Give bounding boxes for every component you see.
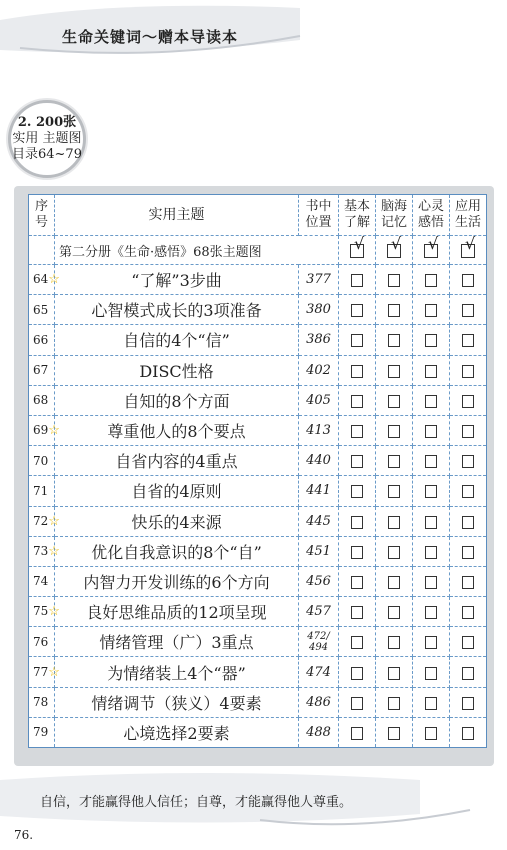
- row-index: [29, 415, 60, 445]
- check-cell[interactable]: [450, 415, 487, 445]
- checkbox-icon[interactable]: [388, 546, 400, 559]
- star-icon: ☆: [48, 604, 60, 620]
- check-cell[interactable]: [339, 325, 376, 355]
- check-cell[interactable]: [376, 627, 413, 657]
- checkbox-icon[interactable]: [351, 455, 363, 468]
- checkbox-icon[interactable]: [388, 395, 400, 408]
- check-cell[interactable]: [339, 295, 376, 325]
- check-mark: √: [465, 234, 476, 253]
- checkbox-icon[interactable]: [388, 274, 400, 287]
- row-index: [29, 325, 55, 355]
- checkbox-checked-icon[interactable]: [424, 234, 439, 258]
- check-cell[interactable]: [339, 506, 376, 536]
- row-topic: 内智力开发训练的6个方向: [55, 566, 299, 596]
- checkbox-icon[interactable]: [462, 606, 474, 619]
- col-c2-header: [376, 195, 413, 236]
- check-cell[interactable]: [450, 687, 487, 717]
- row-number: 70: [33, 453, 49, 468]
- check-cell[interactable]: [413, 717, 450, 747]
- page-number: 76.: [14, 828, 34, 842]
- check-cell[interactable]: [450, 295, 487, 325]
- row-page: 441: [299, 476, 339, 506]
- checkbox-icon[interactable]: [462, 576, 474, 589]
- row-number: 69: [33, 423, 49, 438]
- checkbox-icon[interactable]: [351, 304, 363, 317]
- checkbox-icon[interactable]: [462, 636, 474, 649]
- check-cell[interactable]: [450, 597, 487, 627]
- checkbox-icon[interactable]: [425, 636, 437, 649]
- checkbox-icon[interactable]: [425, 516, 437, 529]
- checkbox-icon[interactable]: [462, 304, 474, 317]
- check-cell[interactable]: [376, 476, 413, 506]
- check-cell[interactable]: [339, 355, 376, 385]
- subtitle-idx-cell: [29, 236, 55, 265]
- check-cell[interactable]: [450, 385, 487, 415]
- checkbox-icon[interactable]: [388, 425, 400, 438]
- row-number: 75: [33, 604, 49, 619]
- checkbox-icon[interactable]: [462, 485, 474, 498]
- table-row: [29, 687, 487, 717]
- check-cell[interactable]: [339, 415, 376, 445]
- header-title: 生命关键词～赠本导读本: [62, 28, 239, 46]
- check-cell[interactable]: [339, 236, 376, 265]
- row-number: 66: [33, 332, 49, 347]
- star-icon: ☆: [48, 664, 60, 680]
- checkbox-icon[interactable]: [462, 546, 474, 559]
- check-cell[interactable]: [339, 566, 376, 596]
- row-number: 73: [33, 543, 49, 558]
- row-number: 71: [33, 483, 49, 498]
- check-cell[interactable]: [413, 536, 450, 566]
- row-number: 68: [33, 393, 49, 408]
- checkbox-icon[interactable]: [351, 365, 363, 378]
- check-cell[interactable]: [376, 295, 413, 325]
- col-c2-label: 脑海记忆: [380, 199, 407, 230]
- col-idx-label: 序号: [34, 199, 48, 230]
- subtitle-row: [29, 236, 487, 265]
- check-cell[interactable]: [450, 717, 487, 747]
- table-row: [29, 536, 487, 566]
- check-cell[interactable]: [413, 295, 450, 325]
- col-topic-header: 实用主题: [55, 195, 299, 236]
- checkbox-icon[interactable]: [351, 606, 363, 619]
- row-number: 64: [33, 272, 49, 287]
- checkbox-icon[interactable]: [388, 636, 400, 649]
- check-cell[interactable]: [339, 687, 376, 717]
- checkbox-icon[interactable]: [462, 274, 474, 287]
- check-cell[interactable]: [339, 446, 376, 476]
- check-cell[interactable]: [413, 236, 450, 265]
- col-page-header: [299, 195, 339, 236]
- checkbox-icon[interactable]: [388, 516, 400, 529]
- checkbox-icon[interactable]: [388, 304, 400, 317]
- check-cell[interactable]: [376, 657, 413, 687]
- checkbox-icon[interactable]: [388, 455, 400, 468]
- row-topic: 心智模式成长的3项准备: [55, 295, 299, 325]
- checkbox-icon[interactable]: [425, 395, 437, 408]
- row-index: [29, 355, 55, 385]
- checkbox-icon[interactable]: [351, 546, 363, 559]
- check-cell[interactable]: [413, 627, 450, 657]
- row-topic: 自信的4个“信”: [55, 325, 299, 355]
- table-row: [29, 657, 487, 687]
- checkbox-icon[interactable]: [351, 576, 363, 589]
- checkbox-checked-icon[interactable]: [350, 234, 365, 258]
- row-page: 451: [299, 536, 339, 566]
- check-cell[interactable]: [413, 566, 450, 596]
- checkbox-icon[interactable]: [388, 334, 400, 347]
- check-cell[interactable]: [413, 385, 450, 415]
- row-index: [29, 597, 60, 627]
- row-topic: 优化自我意识的8个“自”: [55, 536, 299, 566]
- table-row: [29, 295, 487, 325]
- check-cell[interactable]: [413, 657, 450, 687]
- checkbox-icon[interactable]: [425, 667, 437, 680]
- row-index: [29, 687, 55, 717]
- row-page: 377: [299, 265, 339, 295]
- check-cell[interactable]: [450, 476, 487, 506]
- row-index: [29, 295, 55, 325]
- check-cell[interactable]: [450, 536, 487, 566]
- check-cell[interactable]: [339, 717, 376, 747]
- row-page: 440: [299, 446, 339, 476]
- checkbox-icon[interactable]: [351, 667, 363, 680]
- table-row: [29, 415, 487, 445]
- row-index: [29, 657, 60, 687]
- row-index: [29, 536, 60, 566]
- row-page: 474: [299, 657, 339, 687]
- checkbox-icon[interactable]: [462, 516, 474, 529]
- row-topic: 为情绪装上4个“器”: [55, 657, 299, 687]
- check-cell[interactable]: [376, 415, 413, 445]
- checkbox-icon[interactable]: [425, 697, 437, 710]
- row-page: 380: [299, 295, 339, 325]
- col-c4-header: [450, 195, 487, 236]
- checkbox-icon[interactable]: [425, 334, 437, 347]
- checkbox-icon[interactable]: [351, 425, 363, 438]
- row-topic: 情绪调节（狭义）4要素: [55, 687, 299, 717]
- topic-table: [28, 194, 487, 748]
- check-cell[interactable]: [450, 325, 487, 355]
- row-page: 445: [299, 506, 339, 536]
- check-cell[interactable]: [376, 566, 413, 596]
- row-index: [29, 476, 55, 506]
- check-cell[interactable]: [376, 385, 413, 415]
- row-page: 472/ 494: [299, 627, 339, 657]
- checkbox-icon[interactable]: [462, 727, 474, 740]
- check-cell[interactable]: [376, 236, 413, 265]
- row-topic: 快乐的4来源: [55, 506, 299, 536]
- row-page: 456: [299, 566, 339, 596]
- star-icon: ☆: [48, 272, 60, 288]
- star-icon: ☆: [48, 423, 60, 439]
- col-c1-header: [339, 195, 376, 236]
- badge-line2: 实用 主题图: [12, 131, 82, 146]
- check-cell[interactable]: [376, 355, 413, 385]
- check-cell[interactable]: [376, 597, 413, 627]
- checkbox-icon[interactable]: [388, 485, 400, 498]
- checkbox-icon[interactable]: [425, 576, 437, 589]
- table-row: [29, 446, 487, 476]
- checkbox-icon[interactable]: [388, 697, 400, 710]
- row-index: [29, 265, 60, 295]
- check-cell[interactable]: [376, 506, 413, 536]
- checkbox-icon[interactable]: [462, 334, 474, 347]
- check-cell[interactable]: [339, 536, 376, 566]
- checkbox-icon[interactable]: [462, 395, 474, 408]
- checkbox-icon[interactable]: [425, 274, 437, 287]
- check-cell[interactable]: [450, 566, 487, 596]
- row-topic: 心境选择2要素: [55, 717, 299, 747]
- row-number: 65: [33, 302, 49, 317]
- checkbox-icon[interactable]: [351, 274, 363, 287]
- check-cell[interactable]: [339, 657, 376, 687]
- star-icon: ☆: [48, 543, 60, 559]
- checkbox-icon[interactable]: [388, 365, 400, 378]
- row-topic: 情绪管理（广）3重点: [55, 627, 299, 657]
- col-c4-label: 应用生活: [454, 199, 481, 230]
- table-header-row: [29, 195, 487, 236]
- checkbox-icon[interactable]: [351, 395, 363, 408]
- checkbox-icon[interactable]: [388, 727, 400, 740]
- checkbox-icon[interactable]: [425, 455, 437, 468]
- checkbox-icon[interactable]: [388, 576, 400, 589]
- checkbox-icon[interactable]: [351, 516, 363, 529]
- check-cell[interactable]: [413, 476, 450, 506]
- row-index: [29, 506, 60, 536]
- table-row: [29, 325, 487, 355]
- col-idx-header: [29, 195, 55, 236]
- star-icon: ☆: [48, 513, 60, 529]
- row-number: 77: [33, 664, 49, 679]
- check-cell[interactable]: [376, 687, 413, 717]
- row-index: [29, 627, 55, 657]
- table-row: [29, 265, 487, 295]
- section-badge: [8, 100, 86, 178]
- check-cell[interactable]: [339, 476, 376, 506]
- check-cell[interactable]: [413, 597, 450, 627]
- badge-line3: 目录64~79: [12, 147, 82, 162]
- check-cell[interactable]: [413, 415, 450, 445]
- col-c3-label: 心灵感悟: [417, 199, 444, 230]
- row-index: [29, 385, 55, 415]
- checkbox-icon[interactable]: [462, 697, 474, 710]
- checkbox-icon[interactable]: [425, 425, 437, 438]
- row-topic: 自知的8个方面: [55, 385, 299, 415]
- row-topic: 尊重他人的8个要点: [55, 415, 299, 445]
- row-page: 405: [299, 385, 339, 415]
- checkbox-icon[interactable]: [425, 546, 437, 559]
- footer-quote: 自信，才能赢得他人信任；自尊，才能赢得他人尊重。: [40, 795, 353, 810]
- checkbox-checked-icon[interactable]: [461, 234, 476, 258]
- checkbox-icon[interactable]: [462, 667, 474, 680]
- row-topic: 良好思维品质的12项呈现: [55, 597, 299, 627]
- check-cell[interactable]: [376, 446, 413, 476]
- checkbox-icon[interactable]: [388, 667, 400, 680]
- row-number: 67: [33, 363, 49, 378]
- checkbox-icon[interactable]: [462, 425, 474, 438]
- row-index: [29, 566, 55, 596]
- checkbox-icon[interactable]: [351, 485, 363, 498]
- check-cell[interactable]: [450, 627, 487, 657]
- check-cell[interactable]: [376, 717, 413, 747]
- row-topic: 自省内容的4重点: [55, 446, 299, 476]
- table-row: [29, 476, 487, 506]
- checkbox-icon[interactable]: [462, 455, 474, 468]
- row-topic: “了解”3步曲: [55, 265, 299, 295]
- row-number: 74: [33, 574, 49, 589]
- row-topic: DISC性格: [55, 355, 299, 385]
- row-index: [29, 717, 55, 747]
- checkbox-icon[interactable]: [425, 727, 437, 740]
- check-cell[interactable]: [339, 597, 376, 627]
- check-cell[interactable]: [413, 355, 450, 385]
- col-c3-header: [413, 195, 450, 236]
- row-page: 413: [299, 415, 339, 445]
- check-cell[interactable]: [450, 657, 487, 687]
- table-row: [29, 627, 487, 657]
- check-cell[interactable]: [450, 236, 487, 265]
- row-number: 79: [33, 725, 49, 740]
- row-topic: 自省的4原则: [55, 476, 299, 506]
- check-cell[interactable]: [413, 687, 450, 717]
- checkbox-icon[interactable]: [351, 697, 363, 710]
- row-page: 457: [299, 597, 339, 627]
- check-cell[interactable]: [413, 506, 450, 536]
- check-cell[interactable]: [413, 325, 450, 355]
- table-row: [29, 355, 487, 385]
- check-mark: √: [428, 234, 439, 253]
- section-subtitle: 第二分册《生命·感悟》68张主题图: [55, 236, 339, 265]
- check-cell[interactable]: [450, 506, 487, 536]
- check-cell[interactable]: [413, 446, 450, 476]
- check-cell[interactable]: [339, 265, 376, 295]
- table-row: [29, 385, 487, 415]
- row-number: 76: [33, 634, 49, 649]
- row-page: 386: [299, 325, 339, 355]
- table-row: [29, 717, 487, 747]
- checkbox-icon[interactable]: [425, 485, 437, 498]
- check-cell[interactable]: [450, 446, 487, 476]
- check-cell[interactable]: [376, 265, 413, 295]
- check-cell[interactable]: [376, 536, 413, 566]
- checkbox-icon[interactable]: [425, 365, 437, 378]
- check-cell[interactable]: [450, 265, 487, 295]
- check-cell[interactable]: [376, 325, 413, 355]
- checkbox-icon[interactable]: [351, 334, 363, 347]
- row-page: 402: [299, 355, 339, 385]
- checkbox-icon[interactable]: [425, 606, 437, 619]
- col-c1-label: 基本了解: [343, 199, 370, 230]
- check-cell[interactable]: [339, 627, 376, 657]
- table-row: [29, 566, 487, 596]
- checkbox-icon[interactable]: [388, 606, 400, 619]
- row-page: 488: [299, 717, 339, 747]
- check-cell[interactable]: [413, 265, 450, 295]
- col-page-label: 书中位置: [305, 199, 332, 230]
- check-mark: √: [354, 234, 365, 253]
- checkbox-icon[interactable]: [462, 365, 474, 378]
- checkbox-checked-icon[interactable]: [387, 234, 402, 258]
- check-mark: √: [391, 234, 402, 253]
- check-cell[interactable]: [450, 355, 487, 385]
- row-number: 78: [33, 695, 49, 710]
- checkbox-icon[interactable]: [351, 636, 363, 649]
- table-row: [29, 506, 487, 536]
- table-row: [29, 597, 487, 627]
- check-cell[interactable]: [339, 385, 376, 415]
- row-index: [29, 446, 55, 476]
- row-number: 72: [33, 513, 49, 528]
- row-page: 486: [299, 687, 339, 717]
- badge-number: 2. 200张: [17, 115, 77, 130]
- checkbox-icon[interactable]: [425, 304, 437, 317]
- checkbox-icon[interactable]: [351, 727, 363, 740]
